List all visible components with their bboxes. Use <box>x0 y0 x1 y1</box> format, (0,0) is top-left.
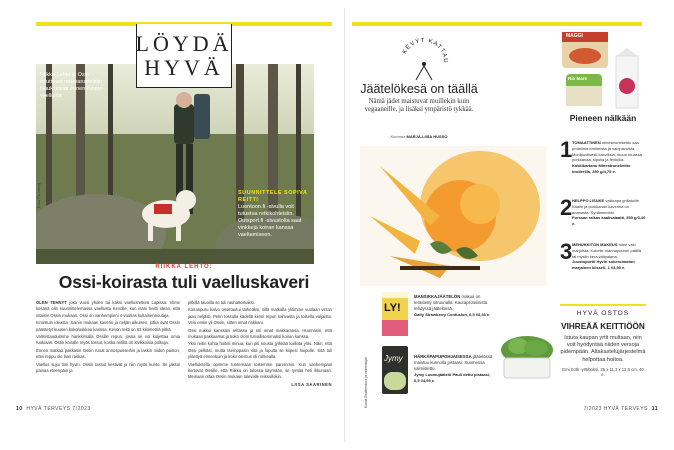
icecream-tub-icon <box>380 344 410 396</box>
icecream-photo <box>360 146 546 286</box>
oatly-label: LY! <box>384 302 401 314</box>
logo-line-1: LÖYDÄ <box>135 30 233 56</box>
good-buy-heading: VIHREÄÄ KEITTIÖÖN <box>561 322 645 331</box>
item-number: 2 <box>560 195 573 220</box>
jymy-tub-image <box>380 344 410 396</box>
photo-credit: Kuva Pia Inberg <box>37 183 41 208</box>
herb-planter-icon <box>498 332 556 384</box>
item-text: HELPPO LISUKE vaikkapa grillatuille. Kaalin ja porkkanan kaverina on ananasta. Sydänmerkki. Forssan raikas kaalisalaatti, 350 g/3,40 e. <box>572 198 646 227</box>
jymy-label: Jymy <box>384 354 403 363</box>
oatly-tub-image <box>380 290 410 338</box>
side-item-3 <box>560 239 646 271</box>
magazine-spread <box>8 8 666 442</box>
kiisseli-carton-image <box>612 46 642 110</box>
hero-photo <box>36 64 314 264</box>
footer-issue: 7/2023 HYVÄ TERVEYS <box>583 406 648 412</box>
good-buy-price: Emi Sotk -yrttiboksi, 25 x 11,3 x 12,5 cm, 40 e. <box>562 366 644 378</box>
pack-label-1: MAGGI <box>566 33 583 39</box>
emblem-icon <box>396 32 452 88</box>
paragraph: Ossi nukkui kanssani teltassa ja söi omat makkaransa. Huomasin, että mukaan pakkaamat ja koko oloni turvallisemmaksi koiran kanssa. <box>188 327 332 340</box>
good-buy-text: Istuta kaupan yrtit multaan, niin voit hyödyntää niiden versoja pidempään. Altakastelujärjestelmä helpottaa hoitoa. <box>560 335 646 363</box>
svg-text:KEVYT KATTAUS <box>396 32 448 64</box>
page-number: 11 <box>651 406 658 412</box>
article-column-1 <box>36 300 180 405</box>
paragraph: Ennen matkaa pakkasin Ossin ruoat annospusseihin ja laskin niiden painon, ettei reppu ole liian raskas. <box>36 347 180 360</box>
pack-label-2: Rio Mare <box>568 76 588 81</box>
photo-caption: Riikka Lehto ja Ossi totuttavat retkivarusteisiin Nuuksiossa ennen Kevon-vaellusta. <box>40 72 105 99</box>
page-gutter <box>344 8 345 442</box>
product-1-price: Oatly Strawberry Confusion, 0,5 l/3,35 e. <box>414 312 491 317</box>
tip-box-title: SUUNNITTELE SOPIVA REITTI <box>238 190 308 203</box>
footer-left <box>16 406 91 412</box>
item-text: TOMAATTINEN minestronekeitto saa proteiinia brolierista ja valopavuista. Monipuolisesti kasviksia, muun muassa porkkanaa, sipulia ja fenkolia. Kokkikartano Minestronekeitto broilerilla, 350 g/4,79 e. <box>572 140 646 175</box>
soup-pack-image <box>560 30 610 70</box>
product-2-price: Jymy Luomujäätelö Pauli dettu pistaasi, 0,5 l/4,95 e. <box>414 372 491 383</box>
tip-box <box>238 190 308 239</box>
logo-line-2: HYVÄ <box>144 54 224 80</box>
side-item-2 <box>560 195 646 227</box>
item-number: 1 <box>560 137 573 162</box>
byline: LIISA SAARINEN <box>291 381 332 387</box>
item-number: 3 <box>560 239 573 264</box>
credit-name: MARJA-LIISA HUSSO <box>406 134 448 139</box>
salad-tub-image <box>564 72 604 108</box>
footer-issue: HYVÄ TERVEYS 7/2023 <box>26 406 91 412</box>
side-heading: Pieneen nälkään <box>569 113 637 123</box>
article-headline: Ossi-koirasta tuli vaelluskaveri <box>58 272 310 292</box>
item-price: Kokkikartano Minestronekeitto broilerilla, 350 g/4,79 e. <box>572 163 631 174</box>
paragraph: Vaelluksella opimme tuntemaan toisemme paremmin. Kun vanhempani kertovat Ossille, että Riikka on tulossa käymään, se ryntää heti ikkunaan. Meinaan ottaa Ossin mukaan tulevalle reissullekin. <box>188 361 332 380</box>
paragraph: pitkillä tauoilla se tuli rauhattomaksi. <box>188 300 255 305</box>
paragraph: Innostuin ideasta. Sainin mukaan kaverin ja neljän aikuisen, jotka ovat Ossin päästetyt kuusen kokoluokkaa kanssa. Kevon reitti on 63 kilometriä pitkä. <box>36 320 180 332</box>
good-buy-label: HYVÄ OSTOS <box>576 310 630 317</box>
icecream-illustration <box>360 146 546 286</box>
icecream-subtitle: Nämä jädet maistuvat muillekin kuin vegaaneille, ja lisäksi ympäristö tykkää. <box>364 98 474 113</box>
credit-label: Koonnut <box>390 134 406 139</box>
paragraph: Koiranpuru kalvo osoittautui tärkeäksi, sillä matkalla ylitimme vuolaan virran jaan neljästi. Pelin tossulla kädellä kiinni repun kahvasta ja toisella valjaista. Vein ensin yli Ossin, sitten omat rinkkani. <box>188 307 332 326</box>
product-2-desc: jäätelössä maistuu kunnolla pistaasi. Suomessa valmistettu. <box>414 354 493 371</box>
product-2-name: HÄRKÄPAPUPOHJAISESSA <box>414 354 472 359</box>
kevyt-kattaus-emblem <box>396 32 452 88</box>
tip-box-text: Luontoon.fi -sivulla voit tutustua retkikohteisiin. Outsport.fi -sivustolta saat vinkkejä koiran kanssa vaeltamiseen. <box>238 204 302 238</box>
page-number: 10 <box>16 406 23 412</box>
item-text: MEHUKKITON MAKEUS tulee vain marjoista. Kokeile mannapuuron päällä tai myslin kera välipalana. Juustoportti Hyvin sokeroimaton marjainen kiisseli, 1 l/3,90 e. <box>572 242 646 271</box>
paragraph: Yksi reitin kohta hoiteli minua, kun piti nousta jyrkkää kalliota ylös. Näin, että Ossi pelkäsi, mutta tsemppasin sitä ja lopulta se kiipesi huipulle. Sitä tuli ylitettyä ennenkuin ja koko olemus oli rohkealla. <box>188 341 332 360</box>
section-logo <box>136 24 232 88</box>
herb-planter-image <box>498 332 556 384</box>
article-body <box>36 300 332 405</box>
side-item-1 <box>560 137 646 175</box>
article-column-2 <box>188 300 332 405</box>
icecream-title: Jäätelökesä on täällä <box>360 82 478 96</box>
product-2-text <box>414 354 494 384</box>
emblem-text: KEVYT KATTAU <box>401 37 449 64</box>
accent-bar-right <box>352 22 642 26</box>
icecream-tub-icon <box>380 290 410 338</box>
paragraph: Vaellus sujui tosi hyvin. Ossin tassut kestivät ja niin myös kunto. Se jaksoi painaa eteenpäin ja <box>36 361 180 374</box>
item-price: Juustoportti Hyvin sokeroimaton marjainen kiisseli, 1 l/3,90 e. <box>572 259 635 271</box>
icecream-credit <box>362 134 476 139</box>
paragraph: OLEN TEHNYT joka vuosi yhden tai kaksi vaellusretkeä Lapissa. Viime kesänä olin suunnittelemassa vaellusta Kevolle, kun isäni heitti idean, että ottaisin Ossin mukaan. Ossi on vanhempieni 4-vuotias kultainennoutaja. <box>36 300 180 318</box>
good-buy-box <box>560 304 646 402</box>
footer-right <box>584 406 658 412</box>
item-price: Forssan raikas kaalisalaatti, 350 g/3,40 e. <box>572 215 646 227</box>
product-1-desc: makua on terästetty sitruunalla. Kauraproteiinista tehdyssä jäätelössä. <box>414 294 488 311</box>
right-photo-credit: Kuvat Shutterstock ja valmistajat <box>364 357 368 408</box>
carton-icon <box>612 46 642 110</box>
paragraph: Valmistauduimme hankkimalla Ossille repun, jossa se voi kuljettaa omia ruokiaan. Ostin koiralle myös tossut, koska reitillä on kivikkoisia polkuja. <box>36 334 180 346</box>
product-1-text <box>414 294 492 318</box>
product-1-name: MANSIKKAJÄÄTELÖN <box>414 294 461 299</box>
article-kicker: RIIKKA LEHTO: <box>155 264 213 270</box>
